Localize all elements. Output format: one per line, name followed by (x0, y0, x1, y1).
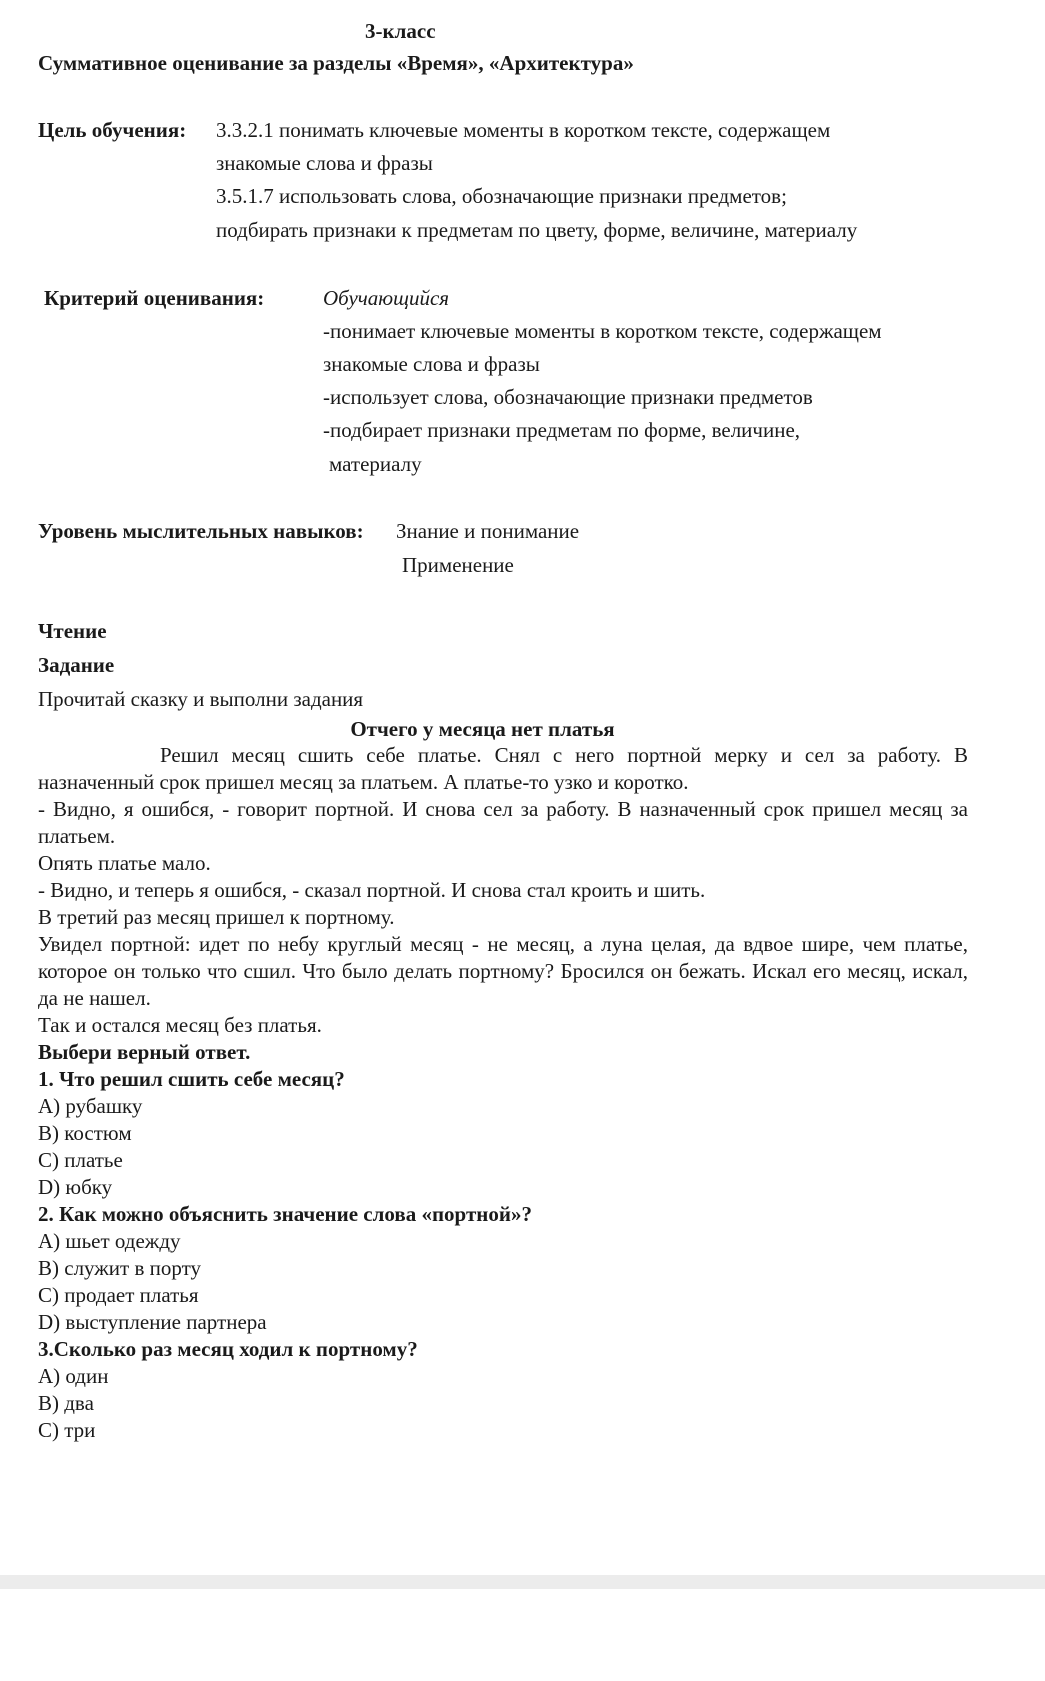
criteria-line-5: материалу (329, 452, 422, 476)
criteria-label: Критерий оценивания: (44, 286, 265, 310)
story-paragraph: - Видно, я ошибся, - говорит портной. И снова сел за работу. В назначенный срок пришел месяц за платьем. (38, 797, 968, 848)
story-paragraph: Так и остался месяц без платья. (38, 1013, 322, 1037)
story-paragraph: Увидел портной: идет по небу круглый месяц - не месяц, а луна целая, да вдвое шире, чем платье, которое он только что сшил. Что было делать портному? Бросился он бежать. Искал его месяц, искал, да не нашел. (38, 932, 968, 1010)
criteria-subject: Обучающийся (323, 286, 450, 310)
answer-option: B) два (38, 1391, 94, 1415)
skill-item-2: Применение (402, 553, 514, 577)
answer-option: A) шьет одежду (38, 1229, 181, 1253)
task-instruction: Прочитай сказку и выполни задания (38, 687, 364, 711)
question-3: 3.Сколько раз месяц ходил к портному? (38, 1337, 418, 1361)
page-bottom-strip (0, 1575, 1045, 1589)
answer-option: A) один (38, 1364, 109, 1388)
answer-option: D) выступление партнера (38, 1310, 267, 1334)
grade-heading: 3-класс (365, 19, 436, 43)
answer-option: B) костюм (38, 1121, 132, 1145)
criteria-line-3: -использует слова, обозначающие признаки предметов (323, 385, 813, 409)
skill-item-1: Знание и понимание (396, 519, 580, 543)
goal-line-2: знакомые слова и фразы (216, 151, 433, 175)
criteria-line-1: -понимает ключевые моменты в коротком тексте, содержащем (323, 319, 882, 343)
goal-line-1: 3.3.2.1 понимать ключевые моменты в коротком тексте, содержащем (216, 118, 831, 142)
story-paragraph: Решил месяц сшить себе платье. Снял с него портной мерку и сел за работу. В назначенный срок пришел месяц за платьем. А платье-то узко и коротко. (38, 743, 968, 794)
section-heading: Чтение (38, 619, 107, 643)
answer-option: C) три (38, 1418, 96, 1442)
assessment-title: Суммативное оценивание за разделы «Время», «Архитектура» (38, 51, 634, 75)
goal-line-4: подбирать признаки к предметам по цвету, форме, величине, материалу (216, 218, 858, 242)
answer-option: A) рубашку (38, 1094, 143, 1118)
skills-label: Уровень мыслительных навыков: (38, 519, 364, 543)
question-2: 2. Как можно объяснить значение слова «портной»? (38, 1202, 532, 1226)
criteria-line-4: -подбирает признаки предметам по форме, величине, (323, 418, 801, 442)
question-1: 1. Что решил сшить себе месяц? (38, 1067, 345, 1091)
answer-option: C) продает платья (38, 1283, 199, 1307)
story-paragraph: - Видно, и теперь я ошибся, - сказал портной. И снова стал кроить и шить. (38, 878, 706, 902)
goal-label: Цель обучения: (38, 118, 187, 142)
goal-line-3: 3.5.1.7 использовать слова, обозначающие признаки предметов; (216, 184, 787, 208)
answer-option: C) платье (38, 1148, 123, 1172)
story-title: Отчего у месяца нет платья (350, 717, 615, 741)
story-paragraph: Опять платье мало. (38, 851, 211, 875)
task-label: Задание (38, 653, 115, 677)
answer-option: D) юбку (38, 1175, 113, 1199)
answer-option: B) служит в порту (38, 1256, 201, 1280)
choose-instruction: Выбери верный ответ. (38, 1040, 251, 1064)
story-paragraph: В третий раз месяц пришел к портному. (38, 905, 395, 929)
criteria-line-2: знакомые слова и фразы (323, 352, 540, 376)
story-text (38, 742, 968, 1444)
